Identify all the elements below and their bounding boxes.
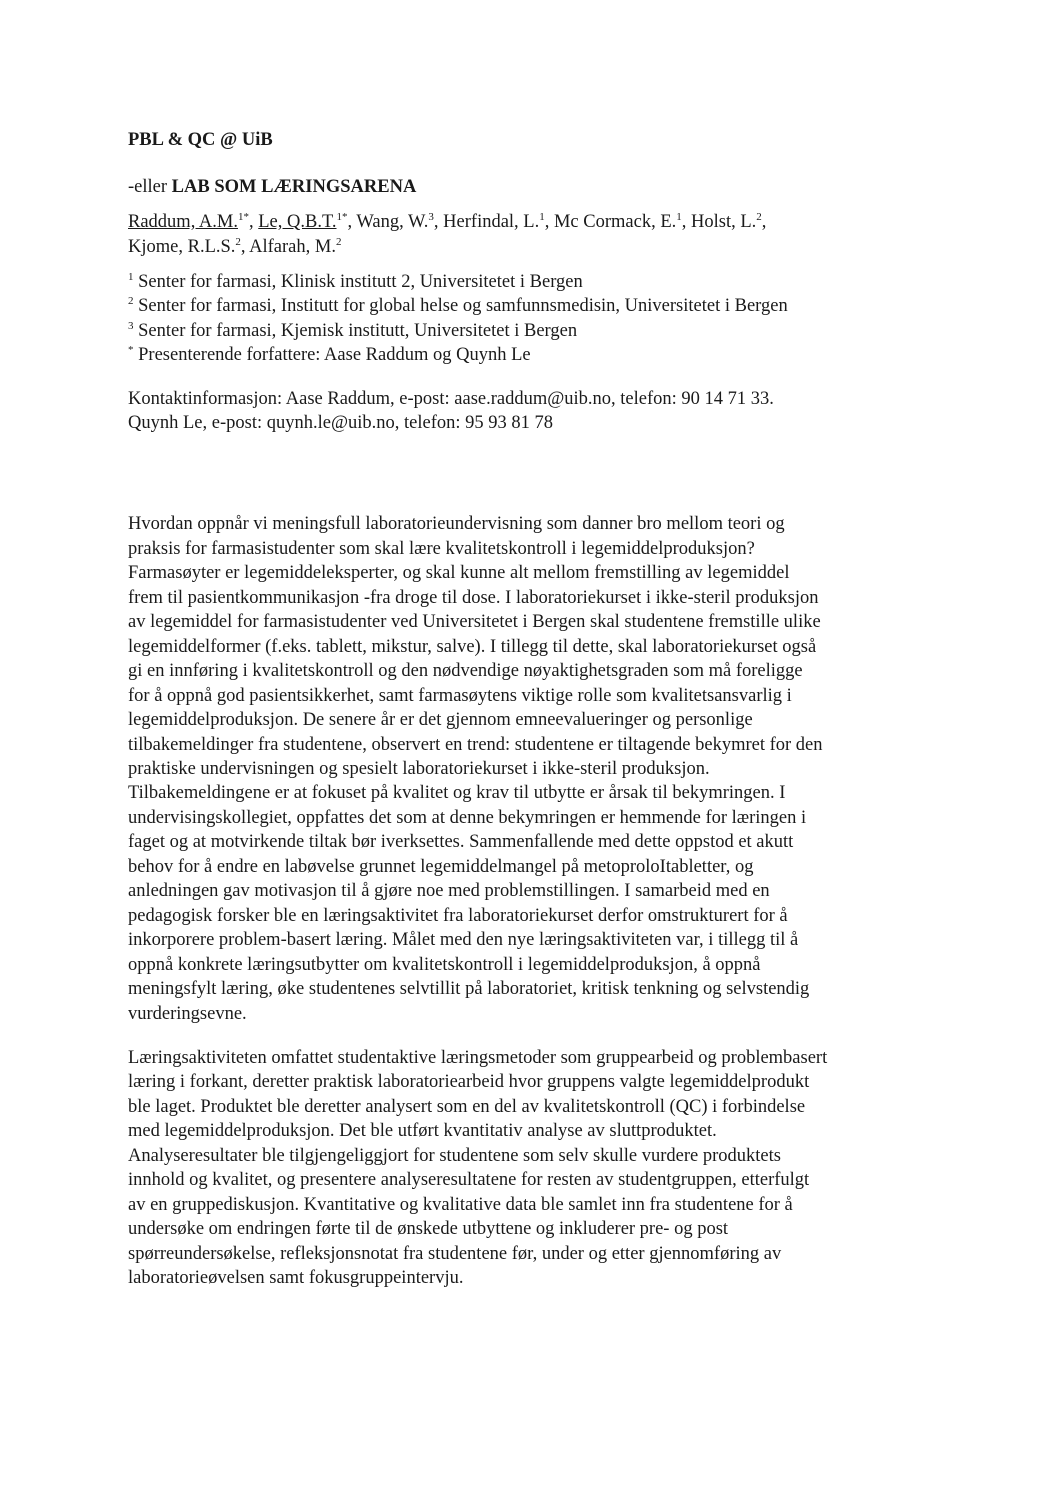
body-paragraph: [128, 512, 928, 1026]
text-line: Tilbakemeldingene er at fokuset på kvalitet og krav til utbytte er årsak til bekymringen. I: [128, 783, 786, 804]
document-title: PBL & QC @ UiB: [128, 130, 273, 150]
body-paragraph: [128, 1046, 928, 1291]
author-separator: ,: [681, 212, 692, 232]
text-line: behov for å endre en labøvelse grunnet legemiddelmangel på metoproloItabletter, og: [128, 856, 754, 877]
affiliation-item: [128, 294, 928, 318]
text-line: praksis for farmasistudenter som skal lære kvalitetskontroll i legemiddelproduksjon?: [128, 538, 755, 559]
affiliation-mark: *: [128, 344, 134, 357]
text-line: innhold og kvalitet, og presentere analyseresultatene for resten av studentgruppen, etterfulgt: [128, 1170, 810, 1191]
text-line: ble laget. Produktet ble deretter analysert som en del av kvalitetskontroll (QC) i forbindelse: [128, 1096, 806, 1117]
subtitle-bold: LAB SOM LÆRINGSARENA: [171, 177, 417, 197]
text-line: undersøke om endringen førte til de ønskede utbyttene og inkluderer pre- og post: [128, 1219, 729, 1240]
text-line: spørreundersøkelse, refleksjonsnotat fra studentene før, under og etter gjennomføring av: [128, 1243, 782, 1264]
author-affiliation-mark: 2: [756, 210, 762, 223]
text-line: praktiske undervisningen og spesielt laboratoriekurset i ikke-steril produksjon.: [128, 758, 710, 779]
author-affiliation-mark: 1: [676, 210, 682, 223]
author-affiliation-mark: 2: [235, 235, 241, 248]
text-line: av en gruppediskusjon. Kvantitative og kvalitative data ble samlet inn fra studentene for å: [128, 1194, 793, 1215]
affiliation-text: Presenterende forfattere: Aase Raddum og Quynh Le: [133, 345, 531, 366]
author-affiliation-mark: 1*: [237, 210, 249, 223]
subtitle-prefix: -eller: [128, 177, 172, 197]
contact-line: Quynh Le, e-post: quynh.le@uib.no, telefon: 95 93 81 78: [128, 413, 554, 434]
text-line: gi en innføring i kvalitetskontroll og den nødvendige nøyaktighetsgraden som må foreligge: [128, 661, 803, 682]
author-name: Mc Cormack, E.: [553, 212, 677, 232]
text-line: vurderingsevne.: [128, 1003, 247, 1024]
text-line: legemiddelformer (f.eks. tablett, mikstur, salve). I tillegg til dette, skal laboratoriekurset også: [128, 636, 817, 657]
author-name: Raddum, A.M.: [128, 212, 238, 232]
author-name: Herfindal, L.: [443, 212, 540, 232]
text-line: faget og at motvirkende tiltak bør iverksettes. Sammenfallende med dette oppstod et akutt: [128, 832, 794, 853]
affiliation-text: Senter for farmasi, Kjemisk institutt, Universitetet i Bergen: [133, 320, 578, 341]
text-line: anledningen gav motivasjon til å gjøre noe med problemstillingen. I samarbeid med en: [128, 881, 770, 902]
author-separator: ,: [761, 212, 767, 232]
text-line: laboratorieøvelsen samt fokusgruppeintervju.: [128, 1268, 464, 1289]
text-line: Analyseresultater ble tilgjengeliggjort for studentene som selv skulle vurdere produktets: [128, 1145, 781, 1166]
contact-info: [128, 387, 928, 436]
text-line: legemiddelproduksjon. De senere år er det gjennom emneevalueringer og personlige: [128, 710, 753, 731]
document-subtitle: [128, 175, 928, 199]
text-line: undervisingskollegiet, oppfattes det som at denne bekymringen er hemmende for læringen i: [128, 807, 807, 828]
author-affiliation-mark: 1*: [336, 210, 348, 223]
text-line: Hvordan oppnår vi meningsfull laboratorieundervisning som danner bro mellom teori og: [128, 514, 785, 535]
text-line: av legemiddel for farmasistudenter ved Universitetet i Bergen skal studentene fremstille ulike: [128, 612, 821, 633]
author-name: Alfarah, M.: [249, 237, 336, 257]
author-separator: ,: [433, 212, 444, 232]
author-name: Kjome, R.L.S.: [128, 237, 236, 257]
affiliation-mark: 1: [128, 270, 134, 283]
affiliation-item: [128, 319, 928, 343]
document-page: [128, 128, 928, 1290]
text-line: med legemiddelproduksjon. Det ble utført kvantitativ analyse av sluttproduktet.: [128, 1121, 717, 1142]
affiliation-list: [128, 270, 928, 368]
author-affiliation-mark: 3: [428, 210, 434, 223]
author-name: Le, Q.B.T.: [258, 212, 337, 232]
author-list: [128, 210, 928, 260]
text-line: meningsfylt læring, øke studentenes selvtillit på laboratoriet, kritisk tenkning og selvstendig: [128, 979, 810, 1000]
contact-line: Kontaktinformasjon: Aase Raddum, e-post: aase.raddum@uib.no, telefon: 90 14 71 33.: [128, 388, 774, 409]
author-affiliation-mark: 1: [539, 210, 545, 223]
text-line: oppnå konkrete læringsutbytter om kvalitetskontroll i legemiddelproduksjon, å oppnå: [128, 954, 761, 975]
affiliation-item: [128, 270, 928, 294]
affiliation-mark: 2: [128, 295, 134, 308]
author-name: Holst, L.: [691, 212, 757, 232]
text-line: læring i forkant, deretter praktisk laboratoriearbeid hvor gruppens valgte legemiddelprodukt: [128, 1072, 810, 1093]
text-line: Læringsaktiviteten omfattet studentaktive læringsmetoder som gruppearbeid og problembasert: [128, 1047, 828, 1068]
text-line: pedagogisk forsker ble en læringsaktivitet fra laboratoriekurset derfor omstrukturert for å: [128, 905, 788, 926]
author-separator: ,: [544, 212, 554, 232]
author-separator: ,: [347, 212, 357, 232]
author-separator: ,: [240, 237, 250, 257]
affiliation-mark: 3: [128, 319, 134, 332]
text-line: inkorporere problem-basert læring. Målet med den nye læringsaktiviteten var, i tillegg til å: [128, 930, 799, 951]
text-line: frem til pasientkommunikasjon -fra droge til dose. I laboratoriekurset i ikke-steril produksjon: [128, 587, 819, 608]
author-separator: ,: [248, 212, 259, 232]
text-line: for å oppnå god pasientsikkerhet, samt farmasøytens viktige rolle som kvalitetsansvarlig i: [128, 685, 792, 706]
affiliation-text: Senter for farmasi, Institutt for global helse og samfunnsmedisin, Universitetet i Bergen: [133, 296, 788, 317]
author-name: Wang, W.: [356, 212, 429, 232]
abstract-body: [128, 512, 928, 1290]
affiliation-text: Senter for farmasi, Klinisk institutt 2, Universitetet i Bergen: [133, 272, 583, 292]
text-line: tilbakemeldinger fra studentene, observert en trend: studentene er tiltagende bekymret for den: [128, 734, 823, 755]
author-affiliation-mark: 2: [335, 235, 342, 248]
affiliation-item: [128, 343, 928, 367]
text-line: Farmasøyter er legemiddeleksperter, og skal kunne alt mellom fremstilling av legemiddel: [128, 563, 790, 584]
